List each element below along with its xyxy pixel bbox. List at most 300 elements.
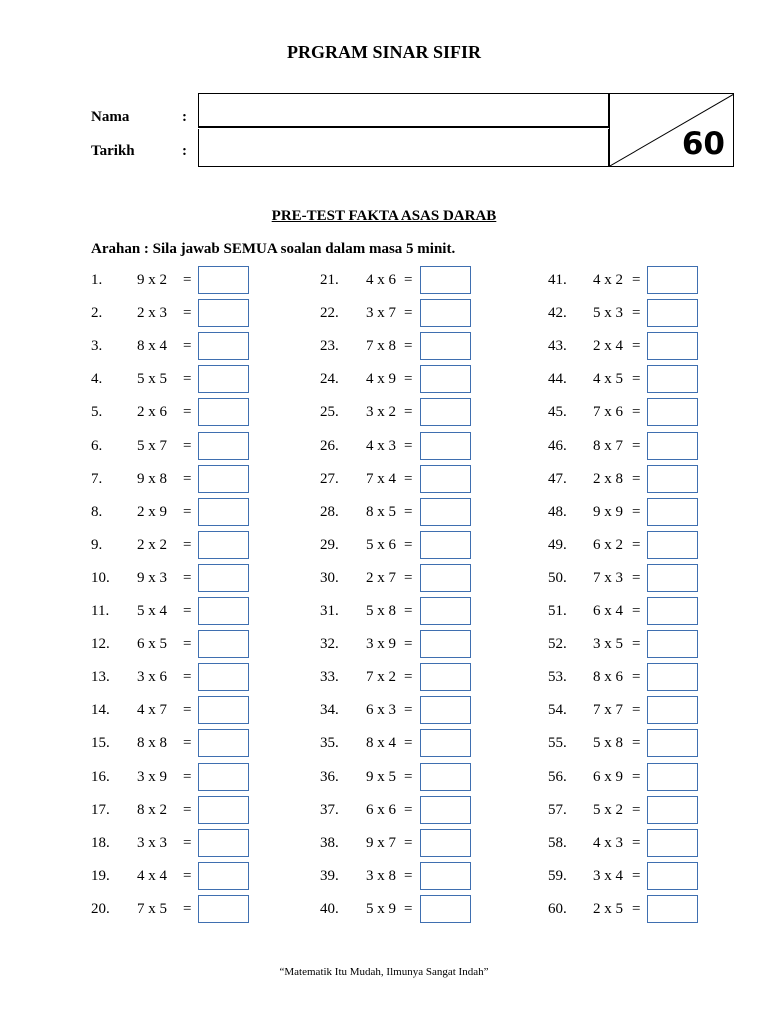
question-expression: 3 x 8 [366,868,396,884]
answer-box[interactable] [647,763,698,791]
question-number: 47. [548,471,567,487]
question-expression: 5 x 8 [593,735,623,751]
question-row [320,895,472,923]
answer-box[interactable] [420,564,471,592]
question-number: 54. [548,702,567,718]
question-row [548,829,699,857]
question-number: 7. [91,471,103,487]
answer-box[interactable] [198,796,249,824]
answer-box[interactable] [198,432,249,460]
question-expression: 3 x 9 [137,769,167,785]
equals-sign: = [183,669,192,685]
answer-box[interactable] [198,531,249,559]
answer-box[interactable] [420,829,471,857]
question-row [91,663,250,691]
equals-sign: = [183,404,192,420]
answer-box[interactable] [647,895,698,923]
question-number: 20. [91,901,110,917]
equals-sign: = [632,504,641,520]
question-row [91,829,250,857]
question-row [548,663,699,691]
question-row [548,465,699,493]
question-number: 44. [548,371,567,387]
equals-sign: = [404,868,413,884]
answer-box[interactable] [420,729,471,757]
equals-sign: = [183,438,192,454]
name-label: Nama [91,109,130,125]
equals-sign: = [404,901,413,917]
equals-sign: = [632,471,641,487]
question-number: 2. [91,305,103,321]
question-expression: 5 x 6 [366,537,396,553]
question-row [320,465,472,493]
question-number: 5. [91,404,103,420]
question-number: 23. [320,338,339,354]
equals-sign: = [183,537,192,553]
question-expression: 9 x 3 [137,570,167,586]
question-number: 6. [91,438,103,454]
question-expression: 8 x 4 [366,735,396,751]
instruction-text: Arahan : Sila jawab SEMUA soalan dalam masa 5 minit. [91,241,456,257]
answer-box[interactable] [198,829,249,857]
question-number: 26. [320,438,339,454]
equals-sign: = [404,371,413,387]
equals-sign: = [632,404,641,420]
equals-sign: = [632,835,641,851]
equals-sign: = [404,735,413,751]
question-number: 33. [320,669,339,685]
question-number: 60. [548,901,567,917]
question-expression: 2 x 3 [137,305,167,321]
answer-box[interactable] [647,432,698,460]
equals-sign: = [404,471,413,487]
date-label: Tarikh [91,143,135,159]
question-expression: 2 x 5 [593,901,623,917]
equals-sign: = [183,603,192,619]
question-row [320,299,472,327]
equals-sign: = [404,570,413,586]
question-row [91,432,250,460]
question-number: 37. [320,802,339,818]
question-row [548,531,699,559]
question-row [548,597,699,625]
answer-box[interactable] [647,365,698,393]
question-expression: 6 x 9 [593,769,623,785]
score-total: 60 [681,126,725,162]
answer-box[interactable] [198,332,249,360]
equals-sign: = [632,603,641,619]
equals-sign: = [404,702,413,718]
question-number: 48. [548,504,567,520]
equals-sign: = [404,504,413,520]
answer-box[interactable] [420,332,471,360]
answer-box[interactable] [647,862,698,890]
answer-box[interactable] [420,663,471,691]
equals-sign: = [404,338,413,354]
question-expression: 3 x 5 [593,636,623,652]
equals-sign: = [404,537,413,553]
answer-box[interactable] [647,299,698,327]
equals-sign: = [404,769,413,785]
question-number: 31. [320,603,339,619]
question-row [548,299,699,327]
question-number: 51. [548,603,567,619]
equals-sign: = [183,272,192,288]
question-expression: 5 x 3 [593,305,623,321]
answer-box[interactable] [647,498,698,526]
question-row [320,862,472,890]
equals-sign: = [632,868,641,884]
question-number: 41. [548,272,567,288]
question-row [91,299,250,327]
answer-box[interactable] [420,862,471,890]
question-number: 46. [548,438,567,454]
equals-sign: = [632,305,641,321]
question-row [91,729,250,757]
question-row [320,498,472,526]
question-expression: 4 x 3 [593,835,623,851]
footer-quote: “Matematik Itu Mudah, Ilmunya Sangat Indah” [279,966,489,978]
question-expression: 7 x 4 [366,471,396,487]
question-number: 3. [91,338,103,354]
answer-box[interactable] [420,696,471,724]
question-expression: 5 x 4 [137,603,167,619]
question-number: 13. [91,669,110,685]
equals-sign: = [632,338,641,354]
question-number: 55. [548,735,567,751]
question-row [320,763,472,791]
answer-box[interactable] [647,829,698,857]
answer-box[interactable] [420,465,471,493]
question-expression: 4 x 9 [366,371,396,387]
answer-box[interactable] [198,465,249,493]
equals-sign: = [183,471,192,487]
question-number: 17. [91,802,110,818]
question-row [91,763,250,791]
question-number: 34. [320,702,339,718]
question-number: 39. [320,868,339,884]
question-row [320,564,472,592]
equals-sign: = [183,802,192,818]
answer-box[interactable] [198,729,249,757]
answer-box[interactable] [647,531,698,559]
equals-sign: = [183,371,192,387]
question-expression: 9 x 8 [137,471,167,487]
equals-sign: = [404,802,413,818]
question-number: 24. [320,371,339,387]
answer-box[interactable] [647,465,698,493]
answer-box[interactable] [647,696,698,724]
question-row [320,630,472,658]
equals-sign: = [183,702,192,718]
name-colon: : [182,109,187,125]
question-number: 35. [320,735,339,751]
question-expression: 2 x 9 [137,504,167,520]
equals-sign: = [404,404,413,420]
question-expression: 5 x 2 [593,802,623,818]
answer-box[interactable] [647,796,698,824]
answer-box[interactable] [420,597,471,625]
answer-box[interactable] [647,266,698,294]
answer-box[interactable] [420,398,471,426]
question-row [548,365,699,393]
answer-box[interactable] [647,630,698,658]
answer-box[interactable] [647,597,698,625]
question-row [548,729,699,757]
question-row [320,398,472,426]
equals-sign: = [404,603,413,619]
question-row [91,365,250,393]
question-row [91,895,250,923]
answer-box[interactable] [420,763,471,791]
answer-box[interactable] [198,564,249,592]
question-row [548,498,699,526]
question-row [320,432,472,460]
question-number: 29. [320,537,339,553]
question-number: 49. [548,537,567,553]
question-expression: 8 x 4 [137,338,167,354]
question-expression: 6 x 5 [137,636,167,652]
equals-sign: = [183,835,192,851]
question-expression: 6 x 6 [366,802,396,818]
equals-sign: = [632,669,641,685]
question-expression: 7 x 5 [137,901,167,917]
answer-box[interactable] [198,630,249,658]
equals-sign: = [632,901,641,917]
answer-box[interactable] [647,663,698,691]
answer-box[interactable] [198,498,249,526]
question-expression: 4 x 2 [593,272,623,288]
equals-sign: = [404,272,413,288]
question-number: 4. [91,371,103,387]
question-row [320,365,472,393]
question-row [91,796,250,824]
question-expression: 4 x 5 [593,371,623,387]
question-number: 8. [91,504,103,520]
question-row [320,531,472,559]
question-number: 16. [91,769,110,785]
question-expression: 5 x 5 [137,371,167,387]
question-expression: 7 x 3 [593,570,623,586]
equals-sign: = [183,636,192,652]
question-number: 52. [548,636,567,652]
test-subtitle: PRE-TEST FAKTA ASAS DARAB [271,208,497,224]
equals-sign: = [183,338,192,354]
answer-box[interactable] [198,266,249,294]
equals-sign: = [183,735,192,751]
question-expression: 3 x 6 [137,669,167,685]
question-row [548,696,699,724]
question-number: 30. [320,570,339,586]
question-expression: 3 x 9 [366,636,396,652]
score-box[interactable] [609,93,734,167]
question-row [320,696,472,724]
question-number: 15. [91,735,110,751]
equals-sign: = [632,769,641,785]
question-expression: 3 x 2 [366,404,396,420]
question-row [91,465,250,493]
answer-box[interactable] [198,862,249,890]
equals-sign: = [632,735,641,751]
answer-box[interactable] [420,895,471,923]
question-row [91,498,250,526]
question-row [548,332,699,360]
question-row [548,398,699,426]
question-row [320,729,472,757]
equals-sign: = [632,570,641,586]
question-expression: 9 x 2 [137,272,167,288]
question-row [548,432,699,460]
question-row [548,895,699,923]
equals-sign: = [632,702,641,718]
question-expression: 6 x 4 [593,603,623,619]
question-number: 19. [91,868,110,884]
equals-sign: = [404,438,413,454]
page-title: PRGRAM SINAR SIFIR [286,42,481,62]
question-number: 50. [548,570,567,586]
answer-box[interactable] [198,398,249,426]
answer-box[interactable] [198,763,249,791]
question-row [91,398,250,426]
equals-sign: = [183,504,192,520]
question-expression: 2 x 4 [593,338,623,354]
date-field[interactable] [198,129,609,167]
question-expression: 5 x 8 [366,603,396,619]
question-number: 25. [320,404,339,420]
question-number: 9. [91,537,103,553]
question-number: 42. [548,305,567,321]
question-expression: 3 x 4 [593,868,623,884]
question-expression: 7 x 6 [593,404,623,420]
question-expression: 8 x 2 [137,802,167,818]
question-expression: 6 x 3 [366,702,396,718]
question-row [91,696,250,724]
question-expression: 6 x 2 [593,537,623,553]
answer-box[interactable] [420,432,471,460]
answer-box[interactable] [198,365,249,393]
answer-box[interactable] [198,696,249,724]
question-expression: 7 x 8 [366,338,396,354]
question-expression: 5 x 9 [366,901,396,917]
question-number: 38. [320,835,339,851]
question-number: 11. [91,603,110,619]
date-colon: : [182,143,187,159]
equals-sign: = [632,371,641,387]
question-expression: 5 x 7 [137,438,167,454]
question-row [548,796,699,824]
answer-box[interactable] [198,299,249,327]
question-expression: 9 x 9 [593,504,623,520]
question-expression: 8 x 7 [593,438,623,454]
question-expression: 7 x 7 [593,702,623,718]
name-field[interactable] [198,93,609,128]
question-number: 14. [91,702,110,718]
question-number: 56. [548,769,567,785]
question-number: 58. [548,835,567,851]
equals-sign: = [183,769,192,785]
equals-sign: = [632,272,641,288]
question-number: 57. [548,802,567,818]
equals-sign: = [183,868,192,884]
answer-box[interactable] [420,365,471,393]
question-expression: 9 x 5 [366,769,396,785]
question-expression: 8 x 5 [366,504,396,520]
question-row [320,597,472,625]
question-number: 28. [320,504,339,520]
answer-box[interactable] [420,531,471,559]
question-row [320,796,472,824]
equals-sign: = [632,802,641,818]
question-row [548,564,699,592]
question-expression: 3 x 3 [137,835,167,851]
question-row [548,763,699,791]
question-expression: 3 x 7 [366,305,396,321]
answer-box[interactable] [198,663,249,691]
question-row [91,332,250,360]
question-row [91,564,250,592]
question-row [320,332,472,360]
answer-box[interactable] [420,498,471,526]
question-expression: 8 x 8 [137,735,167,751]
answer-box[interactable] [647,332,698,360]
question-row [548,862,699,890]
question-row [548,266,699,294]
question-expression: 2 x 7 [366,570,396,586]
equals-sign: = [632,636,641,652]
question-expression: 4 x 6 [366,272,396,288]
question-expression: 9 x 7 [366,835,396,851]
question-row [91,862,250,890]
question-expression: 4 x 4 [137,868,167,884]
question-expression: 2 x 8 [593,471,623,487]
question-number: 53. [548,669,567,685]
answer-box[interactable] [647,564,698,592]
question-number: 12. [91,636,110,652]
equals-sign: = [404,669,413,685]
question-number: 40. [320,901,339,917]
question-row [320,663,472,691]
answer-box[interactable] [420,630,471,658]
question-expression: 7 x 2 [366,669,396,685]
question-row [548,630,699,658]
equals-sign: = [632,537,641,553]
question-number: 59. [548,868,567,884]
question-number: 45. [548,404,567,420]
question-number: 21. [320,272,339,288]
answer-box[interactable] [420,796,471,824]
question-expression: 2 x 6 [137,404,167,420]
question-number: 10. [91,570,110,586]
answer-box[interactable] [198,597,249,625]
answer-box[interactable] [420,299,471,327]
answer-box[interactable] [647,398,698,426]
equals-sign: = [183,305,192,321]
question-expression: 4 x 7 [137,702,167,718]
equals-sign: = [632,438,641,454]
question-number: 36. [320,769,339,785]
question-row [320,829,472,857]
answer-box[interactable] [647,729,698,757]
equals-sign: = [183,570,192,586]
question-number: 43. [548,338,567,354]
question-row [91,630,250,658]
answer-box[interactable] [420,266,471,294]
equals-sign: = [404,305,413,321]
question-number: 1. [91,272,103,288]
question-number: 22. [320,305,339,321]
answer-box[interactable] [198,895,249,923]
question-number: 18. [91,835,110,851]
